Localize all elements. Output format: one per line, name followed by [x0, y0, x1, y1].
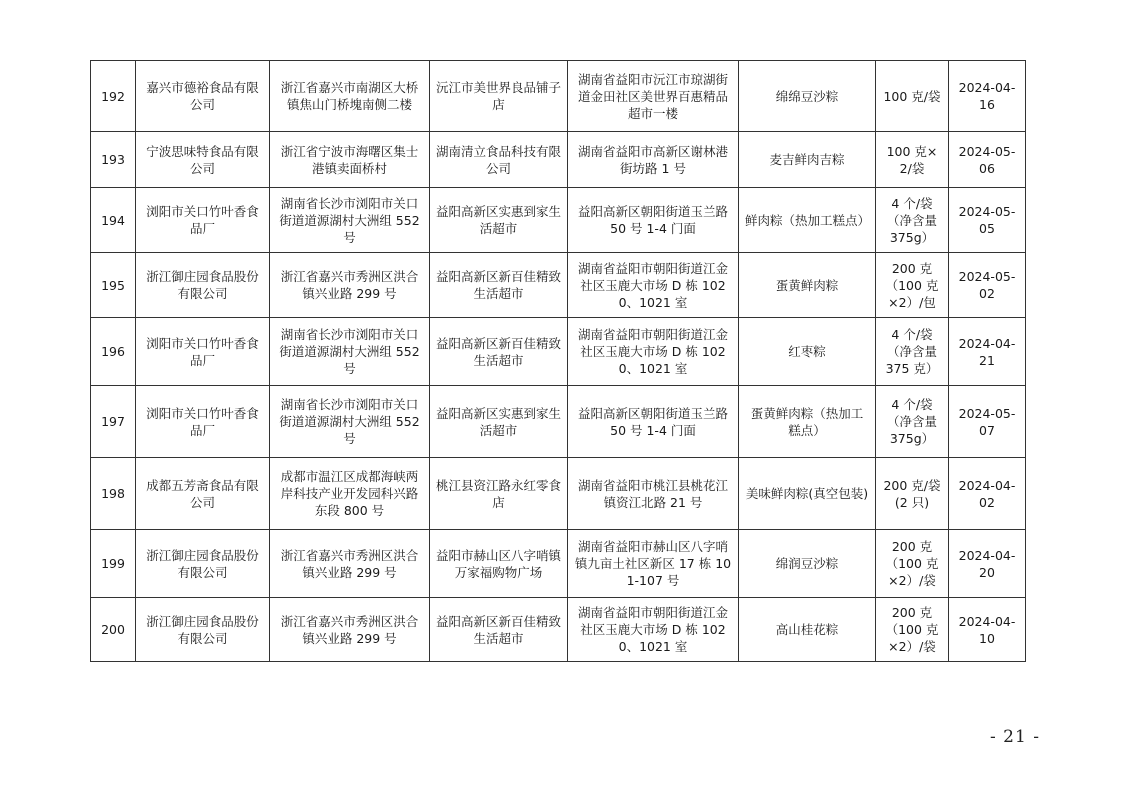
- table-row: [91, 61, 1026, 132]
- cell-producer: 浙江御庄园食品股份有限公司: [136, 598, 270, 662]
- cell-specification: 100 克×2/袋: [876, 132, 949, 188]
- cell-producer-address: 湖南省长沙市浏阳市关口街道道源湖村大洲组 552 号: [270, 386, 430, 458]
- cell-number: 193: [91, 132, 136, 188]
- cell-producer: 成都五芳斋食品有限公司: [136, 458, 270, 530]
- cell-production-date: 2024-05-02: [949, 253, 1026, 318]
- cell-producer: 浏阳市关口竹叶香食品厂: [136, 318, 270, 386]
- cell-specification: 100 克/袋: [876, 61, 949, 132]
- cell-production-date: 2024-04-20: [949, 530, 1026, 598]
- cell-seller: 益阳市赫山区八字哨镇万家福购物广场: [430, 530, 568, 598]
- cell-seller: 益阳高新区实惠到家生活超市: [430, 386, 568, 458]
- table-row: [91, 598, 1026, 662]
- cell-producer: 浏阳市关口竹叶香食品厂: [136, 386, 270, 458]
- cell-producer-address: 湖南省长沙市浏阳市关口街道道源湖村大洲组 552 号: [270, 188, 430, 253]
- cell-number: 198: [91, 458, 136, 530]
- cell-producer: 宁波思味特食品有限公司: [136, 132, 270, 188]
- cell-seller-address: 益阳高新区朝阳街道玉兰路 50 号 1-4 门面: [568, 386, 739, 458]
- cell-production-date: 2024-04-21: [949, 318, 1026, 386]
- cell-number: 196: [91, 318, 136, 386]
- cell-number: 195: [91, 253, 136, 318]
- cell-specification: 200 克/袋(2 只): [876, 458, 949, 530]
- cell-specification: 200 克（100 克×2）/包: [876, 253, 949, 318]
- cell-producer-address: 成都市温江区成都海峡两岸科技产业开发园科兴路东段 800 号: [270, 458, 430, 530]
- cell-seller-address: 湖南省益阳市朝阳街道江金社区玉鹿大市场 D 栋 1020、1021 室: [568, 598, 739, 662]
- cell-production-date: 2024-04-10: [949, 598, 1026, 662]
- cell-producer: 嘉兴市德裕食品有限公司: [136, 61, 270, 132]
- cell-seller: 益阳高新区新百佳精致生活超市: [430, 253, 568, 318]
- cell-seller-address: 湖南省益阳市桃江县桃花江镇资江北路 21 号: [568, 458, 739, 530]
- table-row: [91, 458, 1026, 530]
- cell-product-name: 高山桂花粽: [739, 598, 876, 662]
- cell-seller-address: 湖南省益阳市沅江市琼湖街道金田社区美世界百惠精品超市一楼: [568, 61, 739, 132]
- cell-product-name: 蛋黄鲜肉粽（热加工糕点）: [739, 386, 876, 458]
- cell-product-name: 蛋黄鲜肉粽: [739, 253, 876, 318]
- table-body: [91, 61, 1026, 662]
- table-row: [91, 188, 1026, 253]
- cell-producer-address: 浙江省嘉兴市南湖区大桥镇焦山门桥塊南侧二楼: [270, 61, 430, 132]
- cell-seller: 湖南清立食品科技有限公司: [430, 132, 568, 188]
- cell-producer-address: 浙江省嘉兴市秀洲区洪合镇兴业路 299 号: [270, 253, 430, 318]
- cell-product-name: 麦吉鲜肉吉粽: [739, 132, 876, 188]
- cell-production-date: 2024-04-02: [949, 458, 1026, 530]
- cell-number: 200: [91, 598, 136, 662]
- inspection-table: [90, 60, 1026, 662]
- cell-specification: 4 个/袋（净含量 375g）: [876, 386, 949, 458]
- table-row: [91, 318, 1026, 386]
- cell-seller: 桃江县资江路永红零食店: [430, 458, 568, 530]
- cell-production-date: 2024-04-16: [949, 61, 1026, 132]
- cell-seller-address: 湖南省益阳市朝阳街道江金社区玉鹿大市场 D 栋 1020、1021 室: [568, 253, 739, 318]
- cell-producer-address: 浙江省嘉兴市秀洲区洪合镇兴业路 299 号: [270, 530, 430, 598]
- cell-seller: 益阳高新区新百佳精致生活超市: [430, 598, 568, 662]
- cell-specification: 4 个/袋（净含量 375 克）: [876, 318, 949, 386]
- cell-product-name: 绵绵豆沙粽: [739, 61, 876, 132]
- cell-production-date: 2024-05-05: [949, 188, 1026, 253]
- cell-production-date: 2024-05-07: [949, 386, 1026, 458]
- table-row: [91, 132, 1026, 188]
- cell-seller-address: 湖南省益阳市高新区谢林港街坊路 1 号: [568, 132, 739, 188]
- cell-producer: 浙江御庄园食品股份有限公司: [136, 530, 270, 598]
- cell-number: 197: [91, 386, 136, 458]
- table-row: [91, 386, 1026, 458]
- cell-producer-address: 浙江省宁波市海曙区集士港镇卖面桥村: [270, 132, 430, 188]
- cell-seller: 益阳高新区新百佳精致生活超市: [430, 318, 568, 386]
- cell-seller: 益阳高新区实惠到家生活超市: [430, 188, 568, 253]
- cell-specification: 200 克（100 克×2）/袋: [876, 530, 949, 598]
- cell-producer: 浏阳市关口竹叶香食品厂: [136, 188, 270, 253]
- cell-number: 194: [91, 188, 136, 253]
- cell-producer-address: 浙江省嘉兴市秀洲区洪合镇兴业路 299 号: [270, 598, 430, 662]
- cell-seller-address: 湖南省益阳市朝阳街道江金社区玉鹿大市场 D 栋 1020、1021 室: [568, 318, 739, 386]
- cell-specification: 200 克（100 克×2）/袋: [876, 598, 949, 662]
- table-row: [91, 530, 1026, 598]
- cell-number: 199: [91, 530, 136, 598]
- cell-seller: 沅江市美世界良品铺子店: [430, 61, 568, 132]
- cell-producer-address: 湖南省长沙市浏阳市关口街道道源湖村大洲组 552 号: [270, 318, 430, 386]
- cell-product-name: 鲜肉粽（热加工糕点）: [739, 188, 876, 253]
- cell-production-date: 2024-05-06: [949, 132, 1026, 188]
- cell-specification: 4 个/袋（净含量 375g）: [876, 188, 949, 253]
- page-number: - 21 -: [990, 727, 1040, 747]
- cell-product-name: 绵润豆沙粽: [739, 530, 876, 598]
- cell-producer: 浙江御庄园食品股份有限公司: [136, 253, 270, 318]
- cell-product-name: 红枣粽: [739, 318, 876, 386]
- cell-number: 192: [91, 61, 136, 132]
- table-row: [91, 253, 1026, 318]
- cell-seller-address: 湖南省益阳市赫山区八字哨镇九亩土社区新区 17 栋 101-107 号: [568, 530, 739, 598]
- cell-product-name: 美味鲜肉粽(真空包装): [739, 458, 876, 530]
- cell-seller-address: 益阳高新区朝阳街道玉兰路 50 号 1-4 门面: [568, 188, 739, 253]
